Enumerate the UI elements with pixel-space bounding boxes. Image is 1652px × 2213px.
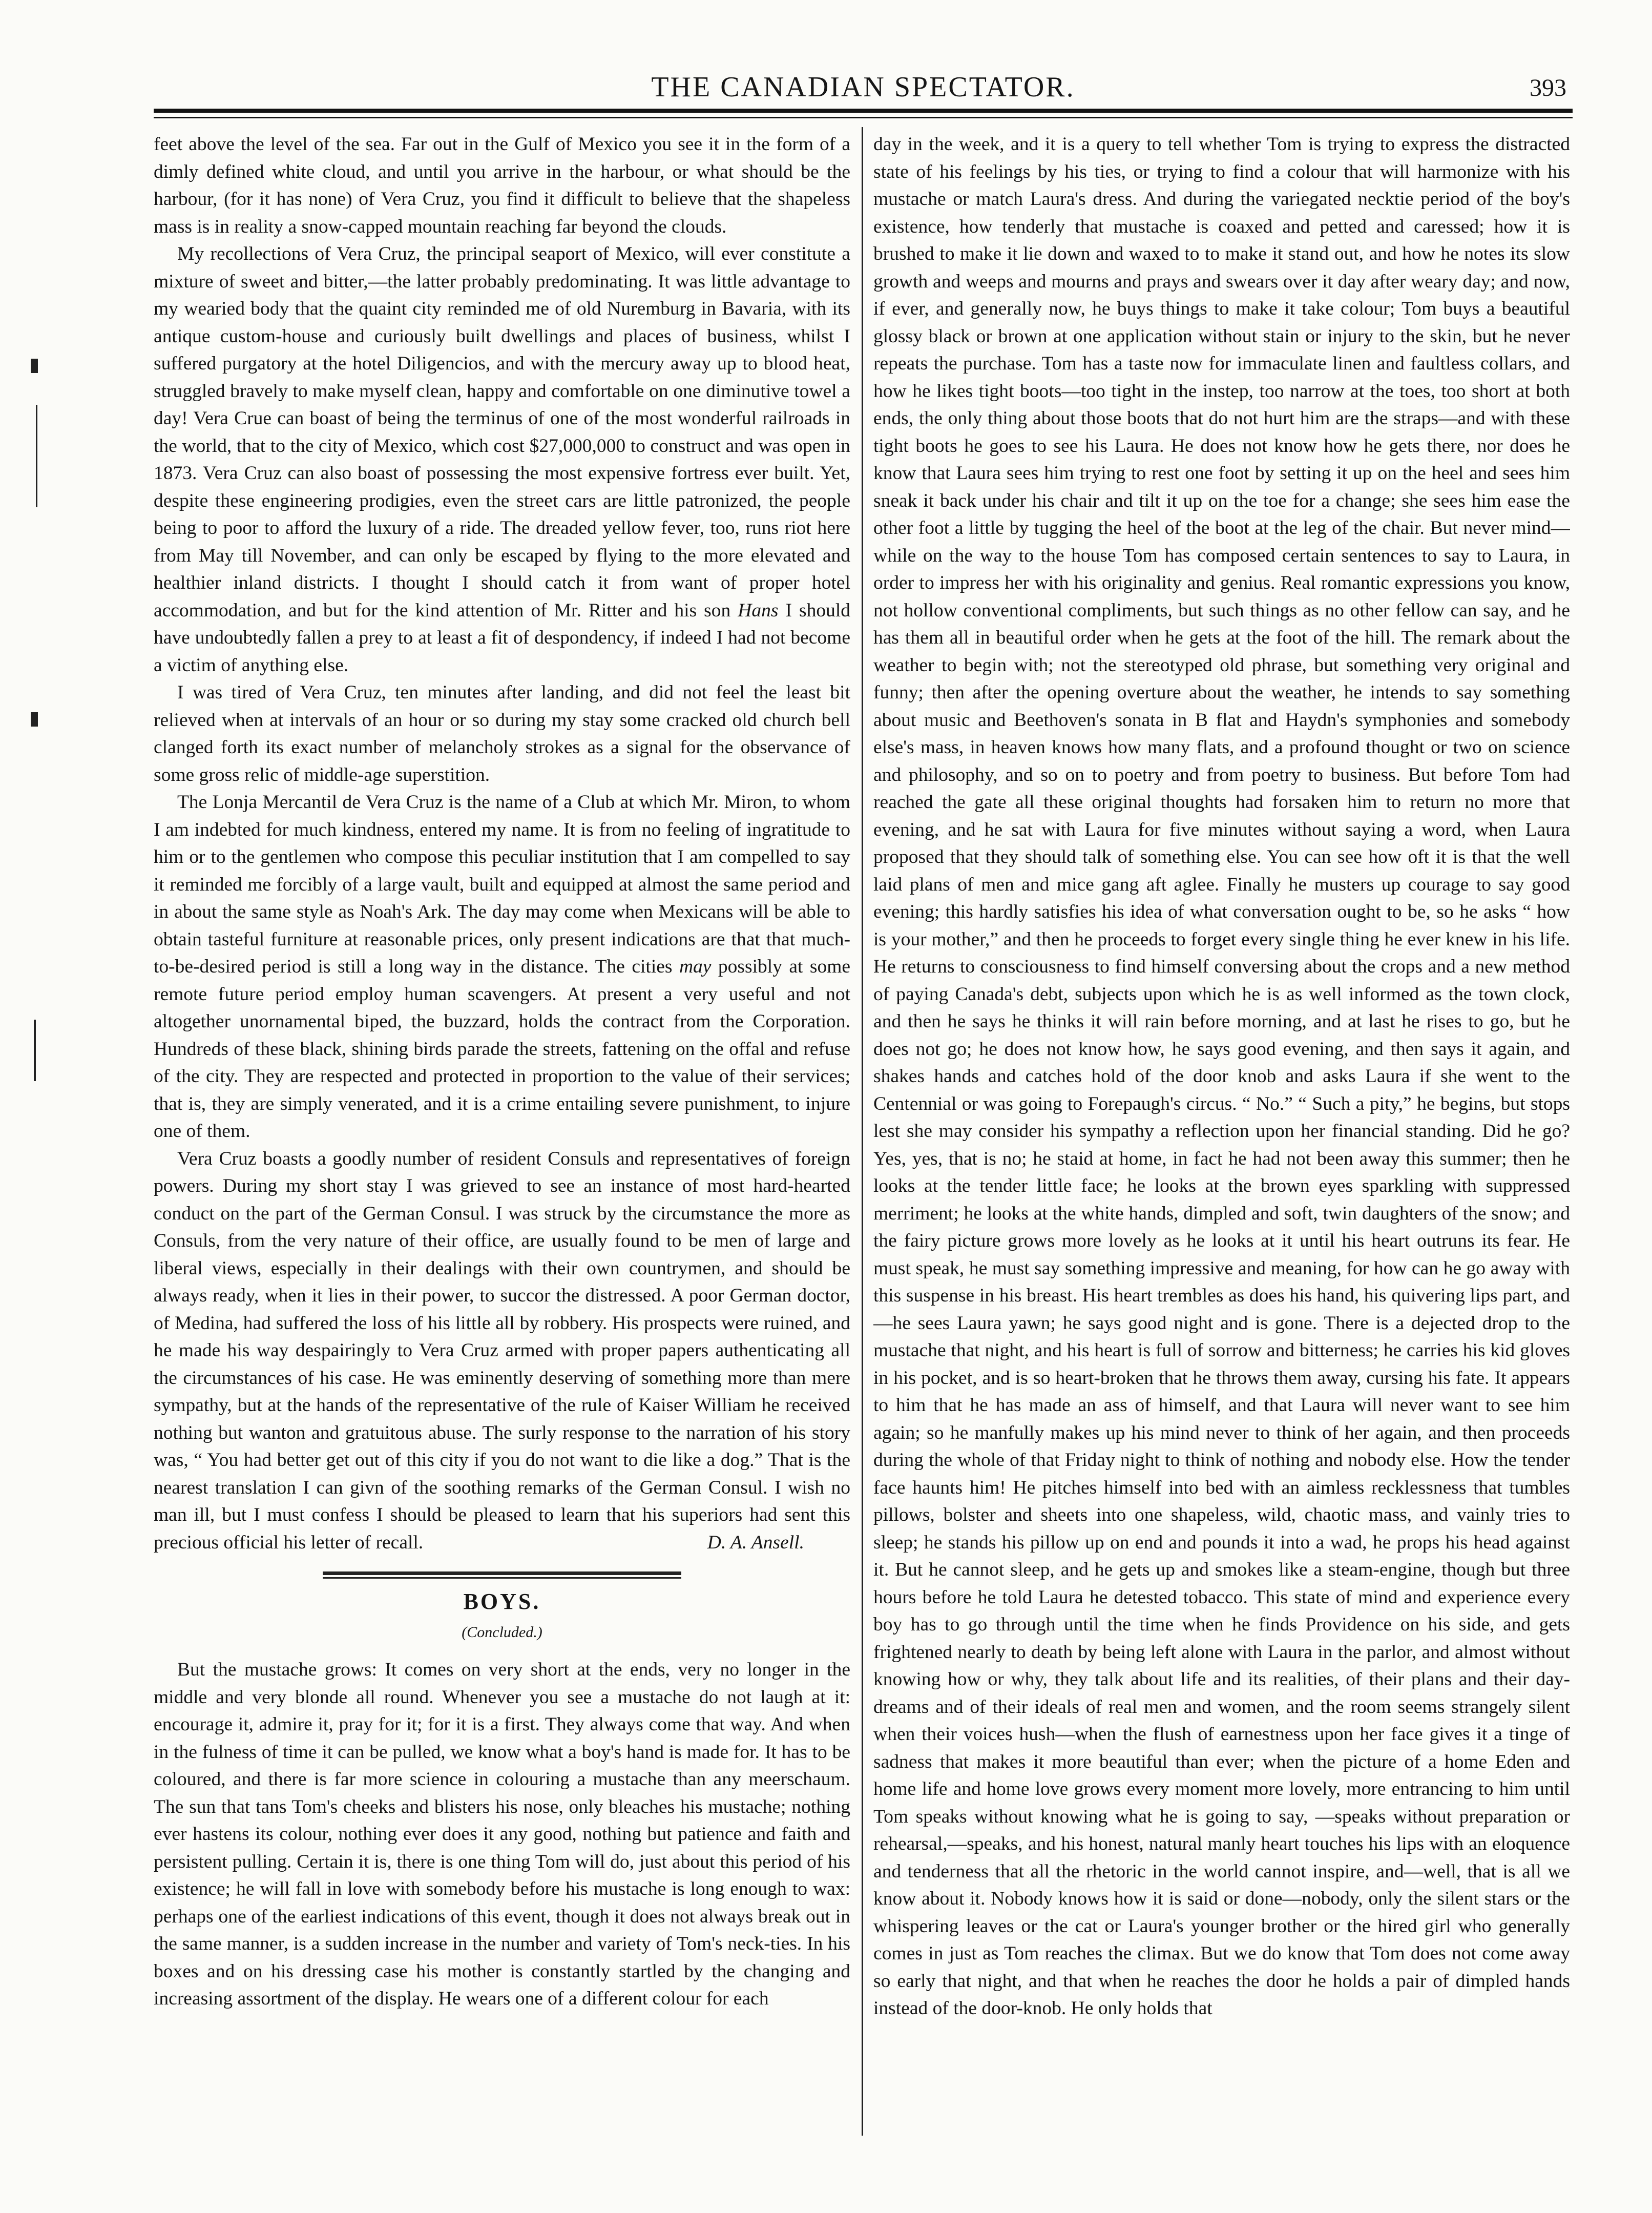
paragraph — [154, 240, 850, 679]
header-rule-thin — [154, 117, 1573, 118]
margin-mark — [31, 712, 38, 727]
italic-word: may — [679, 956, 712, 977]
paragraph — [154, 789, 850, 1145]
author-signature: D. A. Ansell. — [707, 1532, 804, 1553]
italic-name: Hans — [738, 599, 779, 621]
paragraph: day in the week, and it is a query to tell whether Tom is trying to express the distracted state of his feelings by his ties, or trying to find a colour that will harmonize with his mustache or match Laura's dress. And during the variegated necktie period of the boy's existence, how tenderly that mustache is coaxed and petted and caressed; how it is brushed to make it lie down and waxed to to make it stand out, and how he notes its slow growth and weeps and mourns and prays and swears over it day after weary day; and now, if ever, and generally now, he buys things to make it take colour; Tom buys a beautiful glossy black or brown at one application without stain or injury to the skin, but he never repeats the purchase. Tom has a taste now for immaculate linen and faultless collars, and how he likes tight boots—too tight in the instep, too narrow at the toes, too short at both ends, the only thing about those boots that do not hurt him are the straps—and with these tight boots he goes to see his Laura. He does not know how he gets there, nor does he know that Laura sees him trying to rest one foot by setting it up on the heel and sees him sneak it back under his chair and tilt it up on the toe for a change; she sees him ease the other foot a little by tugging the heel of the boot at the leg of the chair. But never mind—while on the way to the house Tom has composed certain sentences to say to Laura, in order to impress her with his originality and genius. Real romantic expressions you know, not hollow conventional compliments, but such things as no other fellow can say, and he has them all in beautiful order when he gets at the foot of the hill. The remark about the weather to begin with; not the stereotyped old phrase, but something very original and funny; then after the opening overture about the weather, he intends to say something about music and Beethoven's sonata in B flat and Haydn's symphonies and somebody else's mass, in heaven knows how many flats, and a profound thought or two on science and philosophy, and so on to poetry and from poetry to business. But before Tom had reached the gate all these original thoughts had forsaken him to return no more that evening, and he sat with Laura for five minutes without saying a word, when Laura proposed that they should talk of something else. You can see how oft it is that the well laid plans of men and mice gang aft aglee. Finally he musters up courage to say good evening; this hardly satisfies his idea of what conversation ought to be, so he asks “ how is your mother,” and then he proceeds to forget every single thing he ever knew in his life. He returns to consciousness to find himself conversing about the crops and a new method of paying Canada's debt, subjects upon which he is as well informed as the town clock, and then he says he thinks it will rain before morning, and at last he rises to go, but he does not go; he does not know how, he says good evening, and then says it again, and shakes hands and catches hold of the door knob and asks Laura if she went to the Centennial or was going to Forepaugh's circus. “ No.” “ Such a pity,” he begins, but stops lest she may consider his sympathy a reflection upon her financial standing. Did he go? Yes, yes, that is no; he staid at home, in fact he had not been away this summer; then he looks at the tender little face; he looks at the brown eyes sparkling with suppressed merriment; he looks at the white hands, dimpled and soft, twin daughters of the snow; and the fairy picture grows more lovely as he looks at it until his heart outruns its fear. He must speak, he must say something impressive and meaning, for how can he go away with this suspense in his breast. His heart trembles as does his hand, his quivering lips part, and—he sees Laura yawn; he says good night and is gone. There is a dejected drop to the mustache that night, and his heart is full of sorrow and bitterness; he carries his kid gloves in his pocket, and is so heart-broken that he throws them away, cursing his fate. It appears to him that he has made an ass of himself, and that Laura will never want to see him again; so he manfully makes up his mind never to think of her again, and then proceeds during the whole of that Friday night to think of nothing and nobody else. How the tender face haunts him! He pitches himself into bed with an aimless recklessness that tumbles pillows, bolster and sheets into one shapeless, wild, chaotic mass, and vainly tries to sleep; he stands his pillow up on end and pounds it into a wad, he props his head against it. But he cannot sleep, and he gets up and smokes like a steam-engine, though but three hours before he told Laura he detested tobacco. This state of mind and experience every boy has to go through until the time when he finds Providence on his side, and gets frightened nearly to death by being left alone with Laura in the parlor, and almost without knowing how or why, they talk about life and its realities, of their plans and their day-dreams and of their ideals of real men and women, and the room seems strangely silent when their voices hush—when the flush of earnestness upon her face gives it a tinge of sadness that makes it more beautiful than ever; when the picture of a home Eden and home life and home love grows every moment more lovely, more entrancing to him until Tom speaks without knowing what he is going to say, —speaks without preparation or rehearsal,—speaks, and his honest, natural manly heart touches his lips with an eloquence and tenderness that all the rhetoric in the world cannot inspire, and—well, that is all we know about it. Nobody knows how it is said or done—nobody, only the silent stars or the whispering leaves or the cat or Laura's younger brother or the hired girl who generally comes in just as Tom reaches the climax. But we do know that Tom does not come away so early that night, and that when he reaches the door he holds a pair of dimpled hands instead of the door-knob. He only holds that — [873, 134, 1570, 2019]
paragraph-text: The Lonja Mercantil de Vera Cruz is the name of a Club at which Mr. Miron, to whom I am indebted for much kindness, entered my name. It is from no feeling of ingratitude to him or to the gentlemen who compose this peculiar institution that I am compelled to say it reminded me forcibly of a large vault, built and equipped at almost the same period and in about the same style as Noah's Ark. The day may come when Mexicans will be able to obtain tasteful furniture at reasonable prices, only present indications are that that much-to-be-desired period is still a long way in the distance. The cities — [154, 792, 850, 977]
margin-mark — [36, 405, 37, 507]
page-number: 393 — [1530, 74, 1566, 101]
paragraph: But the mustache grows: It comes on very short at the ends, very no longer in the middle and very blonde all round. Whenever you see a mustache do not laugh at it: encourage it, admire it, pray for it; for it is a first. They always come that way. And when in the fulness of time it can be pulled, we know what a boy's hand is made for. It has to be coloured, and there is far more science in colouring a mustache than any meerschaum. The sun that tans Tom's cheeks and blisters his nose, only bleaches his mustache; nothing ever hastens its colour, nothing ever does it any good, nothing but patience and faith and persistent pulling. Certain it is, there is one thing Tom will do, just about this period of his existence; he will fall in love with somebody before his mustache is long enough to wax: perhaps one of the earliest indications of this event, though it does not always break out in the same manner, is a sudden increase in the number and variety of Tom's neck-ties. In his boxes and on his dressing case his mother is constantly startled by the changing and increasing assortment of the display. He wears one of a different colour for each — [154, 1659, 850, 2009]
paragraph-text: My recollections of Vera Cruz, the principal seaport of Mexico, will ever constitute a mixture of sweet and bitter,—the latter probably predominating. It was little advantage to my wearied body that the quaint city reminded me of old Nuremburg in Bavaria, with its antique custom-house and curiously built dwellings and places of business, whilst I suffered purgatory at the hotel Diligencios, and with the mercury away up to blood heat, struggled bravely to make myself clean, happy and comfortable on one diminutive towel a day! Vera Crue can boast of being the terminus of one of the most wonderful railroads in the world, that to the city of Mexico, which cost $27,000,000 to construct and was open in 1873. Vera Cruz can also boast of possessing the most expensive fortress ever built. Yet, despite these engineering prodigies, even the street cars are little patronized, the people being to poor to afford the luxury of a ride. The dreaded yellow fever, too, runs riot here from May till November, and can only be escaped by flying to the more elevated and healthier inland districts. I thought I should catch it from want of proper hotel accommodation, and but for the kind attention of Mr. Ritter and his son — [154, 243, 850, 621]
margin-mark — [31, 359, 38, 373]
page-header — [154, 68, 1573, 109]
section-title: BOYS. — [463, 1589, 541, 1614]
section-rule — [323, 1571, 681, 1579]
left-column — [154, 131, 850, 2132]
paragraph-text: possibly at some remote future period employ human scavengers. At present a very useful and not altogether unornamental biped, the buzzard, holds the contract from the Corporation. Hundreds of these black, shining birds parade the streets, fattening on the offal and refuse of the city. They are respected and protected in proportion to the value of their services; that is, they are simply venerated, and it is a crime entailing severe punishment, to injure one of them. — [154, 956, 850, 1142]
section-subtitle: (Concluded.) — [462, 1623, 542, 1641]
paragraph: Vera Cruz boasts a goodly number of resident Consuls and representatives of foreign powers. During my short stay I was grieved to see an instance of most hard-hearted conduct on the part of the German Consul. I was struck by the circumstance the more as Consuls, from the very nature of their office, are usually found to be men of large and liberal views, especially in their dealings with their own countrymen, and should be always ready, when it lies in their power, to succor the distressed. A poor German doctor, of Medina, had suffered the loss of his little all by robbery. His prospects were ruined, and he made his way despairingly to Vera Cruz armed with proper papers authenticating all the circumstances of his case. He was eminently deserving of something more than mere sympathy, but at the hands of the representative of the rule of Kaiser William he received nothing but wanton and gratuitous abuse. The surly response to the narration of his story was, “ You had better get out of this city if you do not want to die like a dog.” That is the nearest translation I can givn of the soothing remarks of the German Consul. I wish no man ill, but I must confess I should be pleased to learn that his superiors had sent this precious official his letter of recall. — [154, 1148, 850, 1553]
header-rule-thick — [154, 109, 1573, 113]
column-divider — [862, 127, 863, 2136]
right-column — [873, 131, 1570, 2132]
margin-mark — [34, 1020, 36, 1081]
paragraph: I was tired of Vera Cruz, ten minutes after landing, and did not feel the least bit relieved when at intervals of an hour or so during my stay some cracked old church bell clanged forth its exact number of melancholy strokes as a signal for the observance of some gross relic of middle-age superstition. — [154, 682, 850, 785]
paragraph: feet above the level of the sea. Far out in the Gulf of Mexico you see it in the form of a dimly defined white cloud, and until you arrive in the harbour, or what should be the harbour, (for it has none) of Vera Cruz, you find it difficult to believe that the shapeless mass is in reality a snow-capped mountain reaching far beyond the clouds. — [154, 134, 850, 237]
publication-title: THE CANADIAN SPECTATOR. — [651, 71, 1075, 103]
paragraph-text: I should have undoubtedly fallen a prey to at least a fit of despondency, if indeed I had not become a victim of anything else. — [154, 599, 850, 676]
